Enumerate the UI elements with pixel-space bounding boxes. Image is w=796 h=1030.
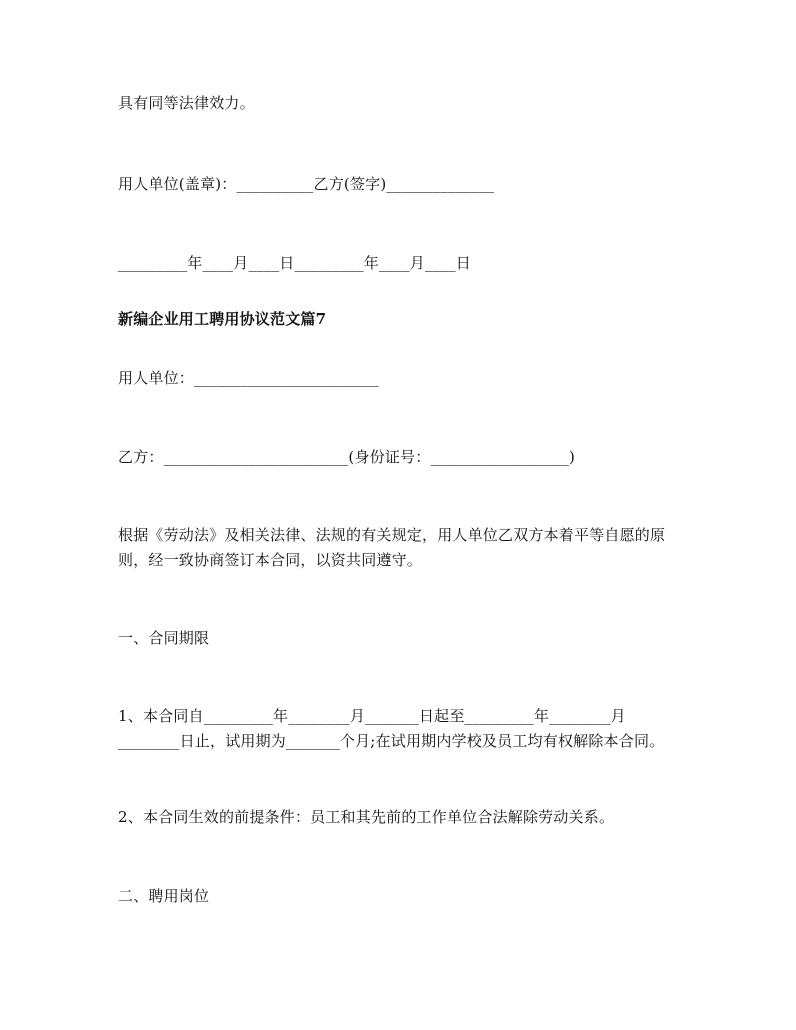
signature-line: 用人单位(盖章)：__________乙方(签字)______________: [118, 175, 495, 193]
party-b-line: 乙方：________________________(身份证号：__________________): [118, 448, 576, 466]
heading-position: 二、聘用岗位: [118, 887, 210, 905]
text-line-validity: 具有同等法律效力。: [118, 94, 255, 112]
section-title: 新编企业用工聘用协议范文篇7: [118, 310, 327, 328]
paragraph-line-1: 根据《劳动法》及相关法律、法规的有关规定，用人单位乙双方本着平等自愿的原: [118, 526, 666, 544]
clause-2-line: 2、本合同生效的前提条件：员工和其先前的工作单位合法解除劳动关系。: [118, 808, 615, 826]
date-line: _________年____月____日_________年____月____日: [118, 254, 472, 272]
heading-contract-term: 一、合同期限: [118, 629, 210, 647]
clause-1-line-1: 1、本合同自_________年________月_______日起至_________年________月: [118, 707, 626, 725]
employer-line: 用人单位：________________________: [118, 369, 379, 387]
paragraph-line-2: 则，经一致协商签订本合同，以资共同遵守。: [118, 551, 423, 569]
clause-1-line-2: ________日止，试用期为_______个月;在试用期内学校及员工均有权解除本合同。: [118, 732, 665, 750]
